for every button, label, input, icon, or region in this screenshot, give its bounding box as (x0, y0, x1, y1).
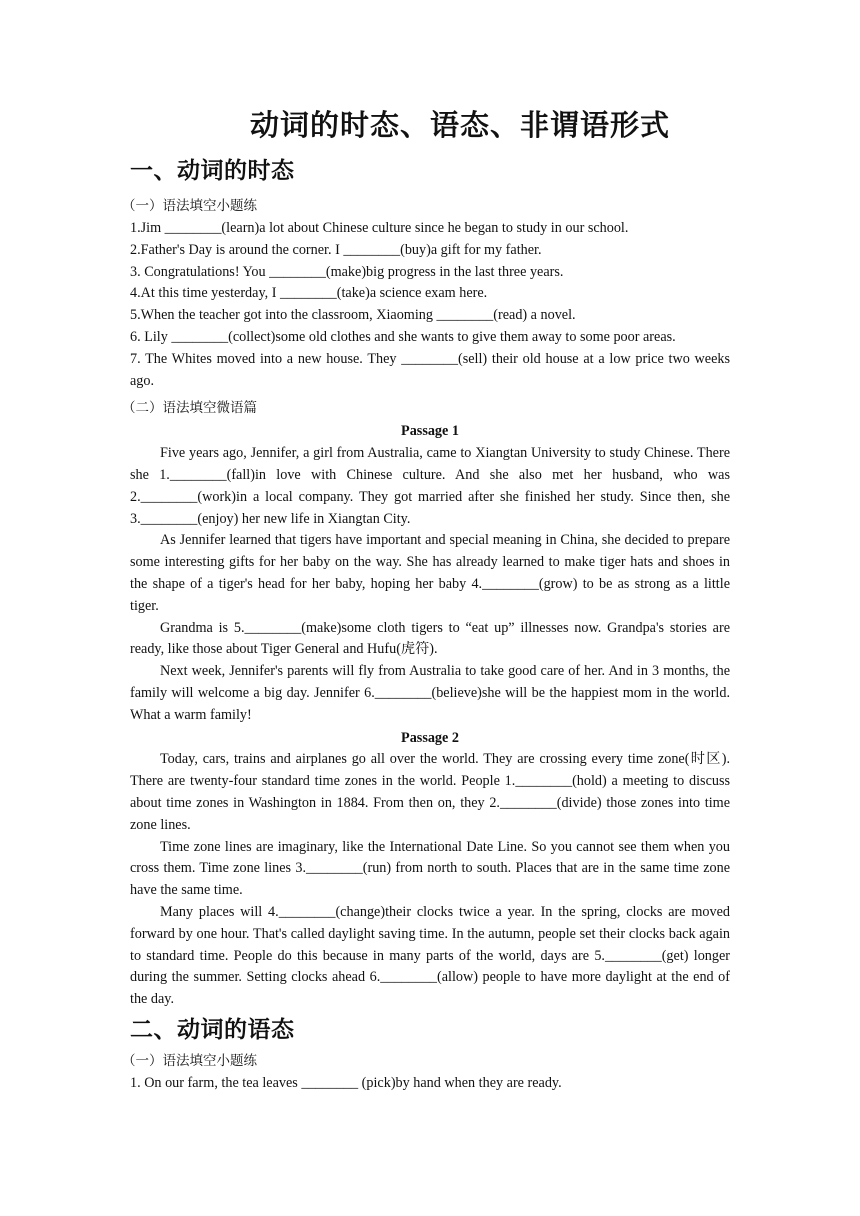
question-item: 4.At this time yesterday, I ________(take)a science exam here. (130, 285, 488, 302)
question-item: 6. Lily ________(collect)some old clothes and she wants to give them away to some poor areas. (130, 328, 676, 345)
passage-paragraph: Many places will 4.________(change)their clocks twice a year. In the spring, clocks are moved forward by one hour. That's called daylight saving time. In the autumn, people set their clocks back again to standard time. People do this because in many parts of the world, days are 5.________(get) longer during the summer. Setting clocks ahead 6.________(allow) people to have more daylight at the end of the day. (130, 903, 730, 1008)
question-item: 2.Father's Day is around the corner. I ________(buy)a gift for my father. (130, 241, 542, 258)
question-item: 1.Jim ________(learn)a lot about Chinese culture since he began to study in our school. (130, 220, 629, 236)
passage1-title: Passage 1 (401, 423, 459, 440)
question-item: 5.When the teacher got into the classroom, Xiaoming ________(read) a novel. (130, 307, 576, 324)
passage2-title: Passage 2 (401, 729, 459, 746)
document-page (122, 100, 730, 1095)
passage-paragraph: Time zone lines are imaginary, like the International Date Line. So you cannot see them when you cross them. Time zone lines 3.________(run) from north to south. Places that are in the same time zone have the same time. (130, 838, 730, 899)
question-item: 3. Congratulations! You ________(make)big progress in the last three years. (130, 263, 564, 280)
question-item: 7. The Whites moved into a new house. They ________(sell) their old house at a low price two weeks ago. (130, 350, 730, 389)
section2-part1-heading: （一）语法填空小题练 (122, 1052, 257, 1069)
passage-paragraph: Next week, Jennifer's parents will fly from Australia to take good care of her. And in 3 months, the family will welcome a big day. Jennifer 6.________(believe)she will be the happiest mom in the world. What a warm family! (130, 663, 730, 723)
page-title: 动词的时态、语态、非谓语形式 (249, 108, 670, 142)
question-item: 1. On our farm, the tea leaves ________ (pick)by hand when they are ready. (130, 1074, 562, 1091)
passage-paragraph: Grandma is 5.________(make)some cloth tigers to “eat up” illnesses now. Grandpa's stories are ready, like those about Tiger General and Hufu(虎符). (130, 619, 730, 658)
section1-part1-heading: （一）语法填空小题练 (122, 198, 257, 214)
section1-heading: 一、动词的时态 (130, 158, 295, 184)
passage-paragraph: Today, cars, trains and airplanes go all over the world. They are crossing every time zone(时区). There are twenty-four standard time zones in the world. People 1.________(hold) a meeting to discuss about time zones in Washington in 1884. From then on, they 2.________(divide) those zones into time zone lines. (130, 751, 730, 833)
passage-paragraph: As Jennifer learned that tigers have important and special meaning in China, she decided to prepare some interesting gifts for her baby on the way. She has already learned to make tiger hats and shoes in the shape of a tiger's head for her baby, hoping her baby 4.________(grow) to be as strong as a little tiger. (130, 532, 730, 614)
section1-part2-heading: （二）语法填空微语篇 (122, 400, 257, 417)
question-list (130, 218, 730, 392)
section2-heading: 二、动词的语态 (130, 1016, 295, 1043)
passage-paragraph: Five years ago, Jennifer, a girl from Australia, came to Xiangtan University to study Chinese. There she 1.________(fall)in love with Chinese culture. And she also met her husband, who was 2.________(work)in a local company. They got married after she finished her study. Since then, she 3.________(enjoy) her new life in Xiangtan City. (130, 445, 730, 527)
